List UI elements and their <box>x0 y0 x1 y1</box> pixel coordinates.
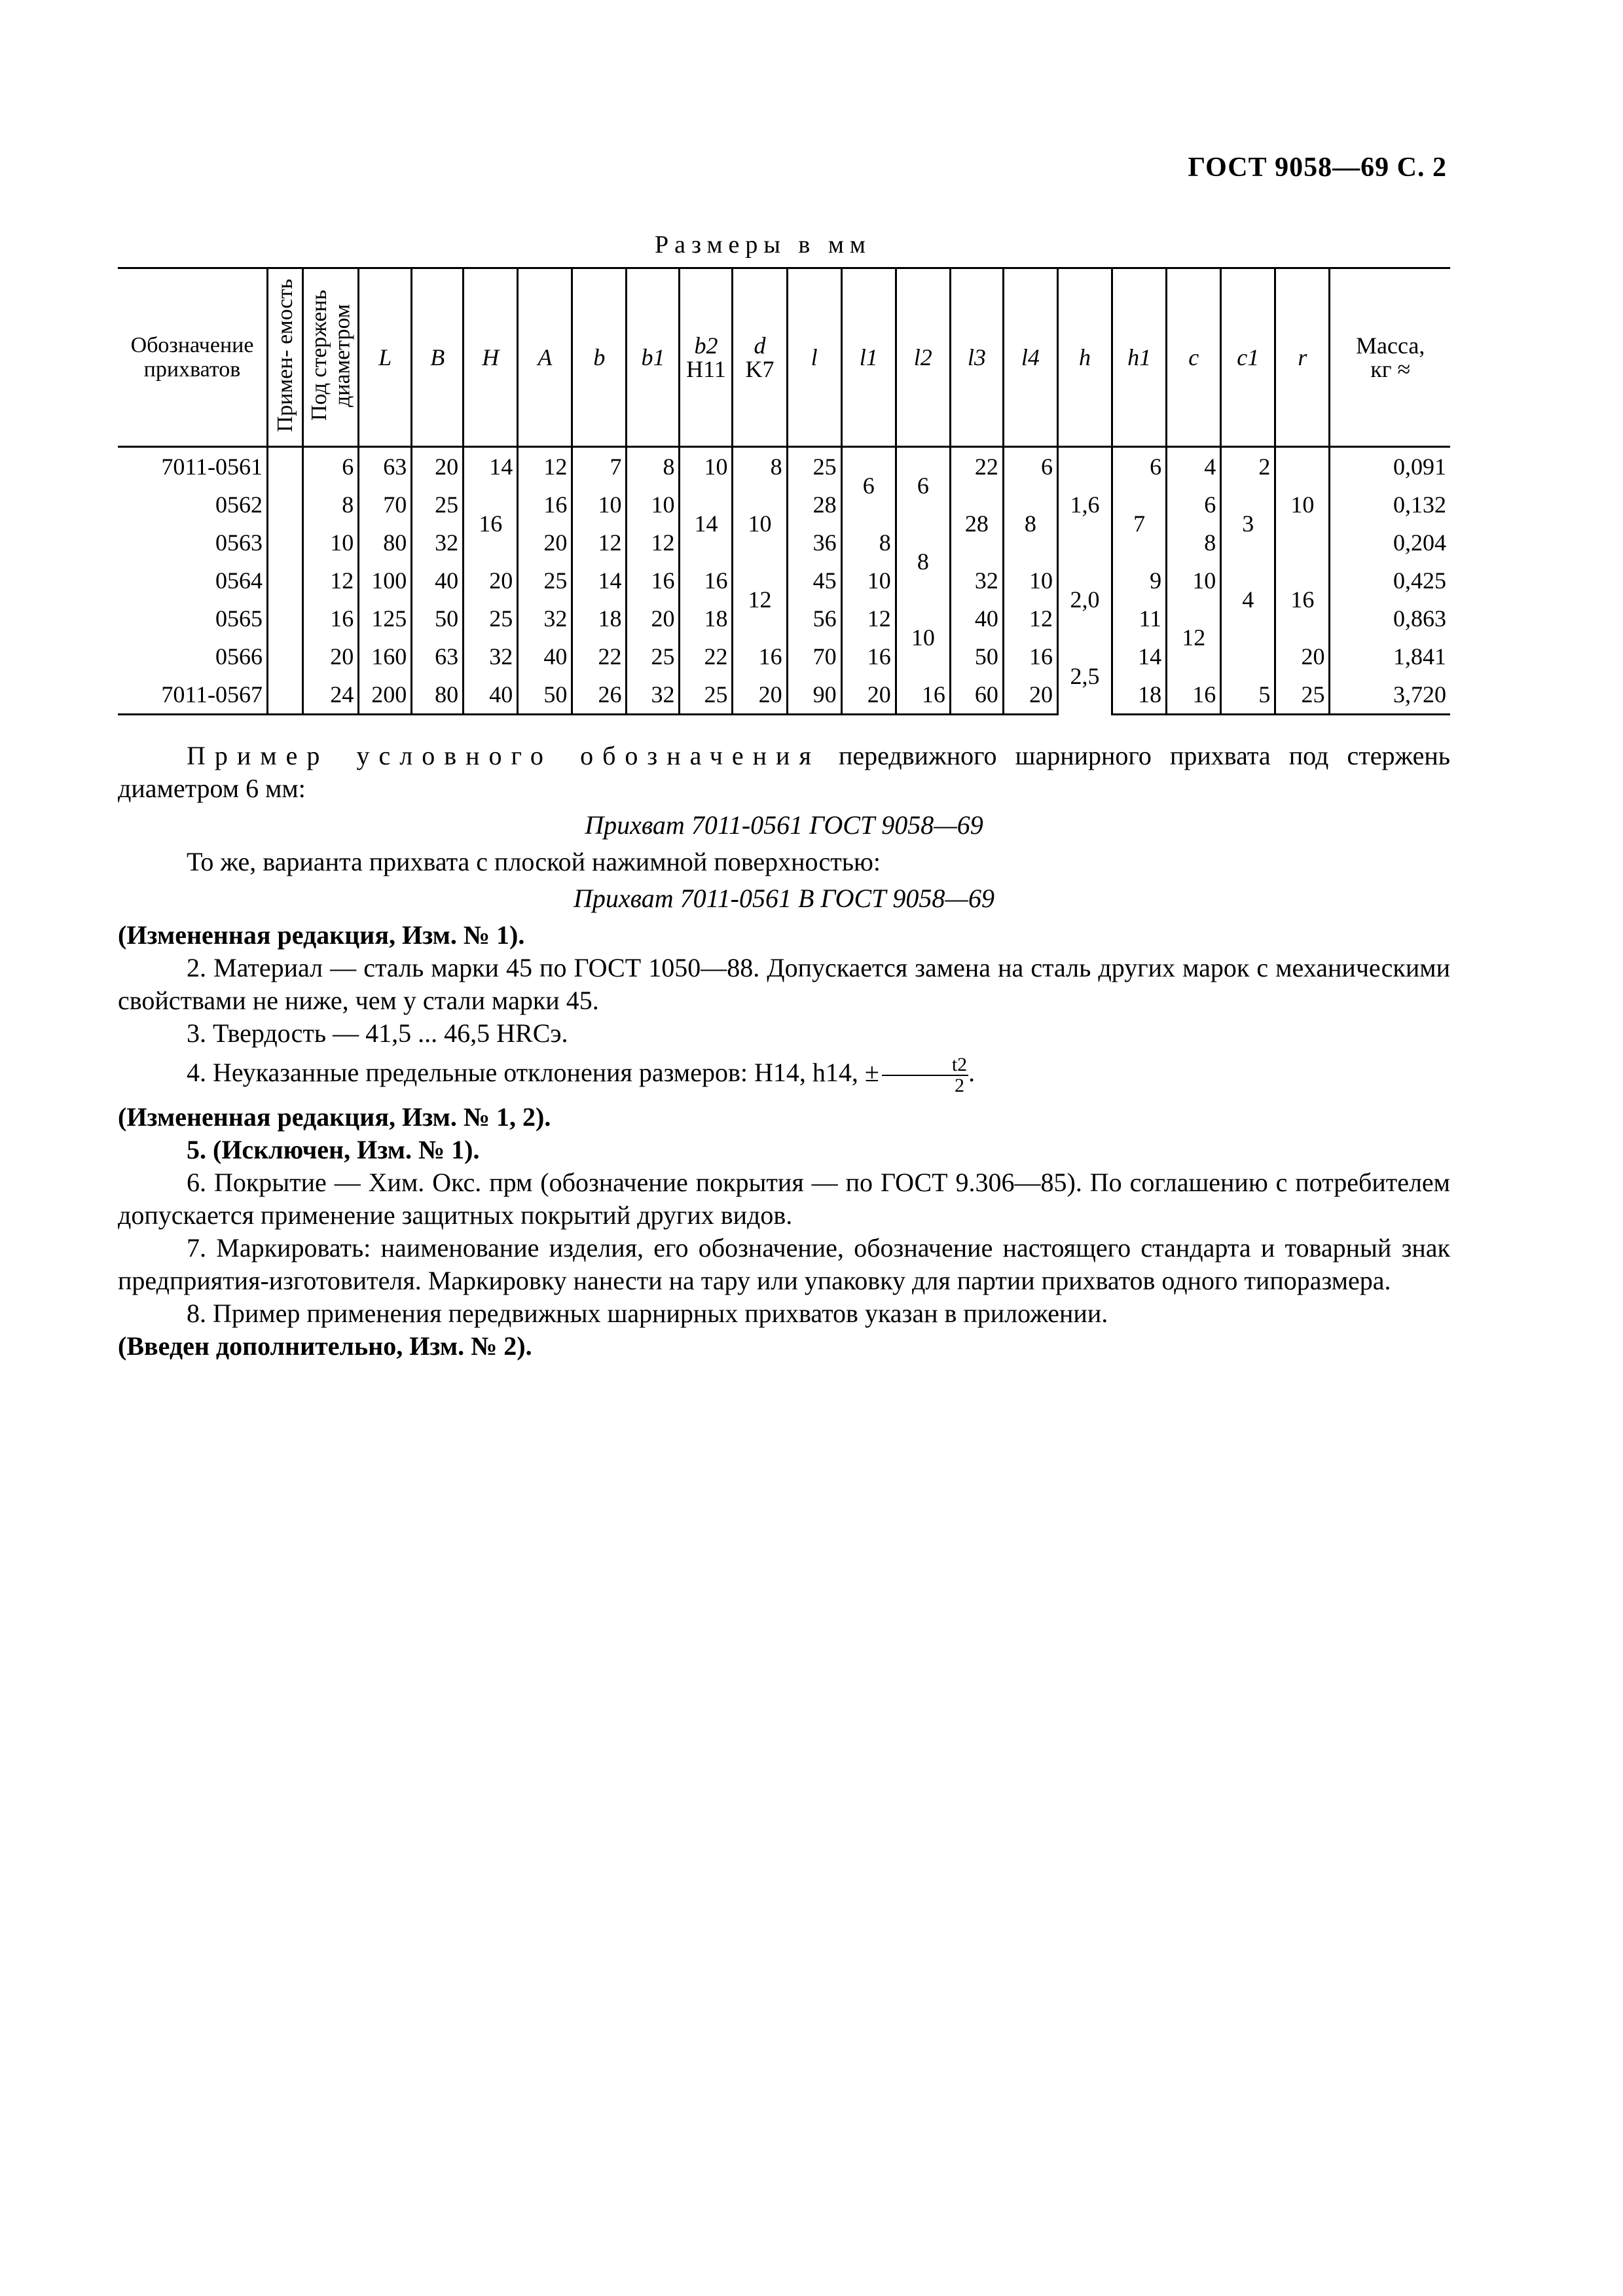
cell: 25 <box>680 675 733 715</box>
cell: 36 <box>787 524 841 562</box>
cell: 20 <box>733 675 787 715</box>
cell <box>268 447 303 486</box>
cell: 80 <box>359 524 412 562</box>
cell-designation: 0564 <box>215 567 263 594</box>
cell: 3 <box>1221 486 1275 562</box>
item-4-text: 4. Неуказанные предельные отклонения размеров: H14, h14, ± <box>187 1058 879 1088</box>
header-L: L <box>359 268 412 447</box>
cell: 10 <box>1167 562 1221 600</box>
cell: 12 <box>518 447 572 486</box>
cell: 70 <box>787 637 841 675</box>
cell: 10 <box>680 447 733 486</box>
cell: 26 <box>572 675 627 715</box>
cell: 0,091 <box>1330 447 1450 486</box>
cell: 25 <box>1275 675 1330 715</box>
header-b2-tolerance: H11 <box>686 356 726 382</box>
cell: 0,132 <box>1330 486 1450 524</box>
cell: 16 <box>464 486 518 562</box>
header-applicability-label: Примен- емость <box>272 278 297 433</box>
fraction-numerator: t2 <box>882 1055 968 1076</box>
fraction-denominator: 2 <box>954 1075 964 1096</box>
cell: 125 <box>359 600 412 637</box>
cell: 16 <box>841 637 896 675</box>
cell: 4 <box>1221 562 1275 637</box>
cell: 63 <box>359 447 412 486</box>
cell: 32 <box>950 562 1003 600</box>
cell: 25 <box>627 637 680 675</box>
cell <box>268 637 303 675</box>
cell: 14 <box>572 562 627 600</box>
header-H: H <box>464 268 518 447</box>
item-4-end: . <box>968 1058 976 1088</box>
header-l2: l2 <box>896 268 950 447</box>
cell-designation: 7011-0567 <box>118 675 268 715</box>
cell: 14 <box>464 447 518 486</box>
cell: 8 <box>303 486 359 524</box>
cell: 25 <box>787 447 841 486</box>
fraction <box>882 1055 968 1096</box>
cell <box>268 562 303 600</box>
cell: 18 <box>1112 675 1167 715</box>
cell: 16 <box>1275 562 1330 637</box>
cell: 22 <box>950 447 1003 486</box>
cell: 32 <box>627 675 680 715</box>
cell: 14 <box>680 486 733 562</box>
cell: 1,6 <box>1057 447 1112 562</box>
cell: 14 <box>1112 637 1167 675</box>
cell: 9 <box>1112 562 1167 600</box>
header-mass <box>1330 268 1450 447</box>
table-row <box>118 675 1450 715</box>
cell: 8 <box>841 524 896 562</box>
cell: 12 <box>303 562 359 600</box>
cell: 80 <box>412 675 464 715</box>
table-header-row <box>118 268 1450 447</box>
cell: 63 <box>412 637 464 675</box>
cell: 20 <box>303 637 359 675</box>
variant-designation: Прихват 7011-0561 В ГОСТ 9058—69 <box>573 884 994 913</box>
item-5: 5. (Исключен, Изм. № 1). <box>187 1135 480 1164</box>
cell: 16 <box>627 562 680 600</box>
cell: 6 <box>1167 486 1221 524</box>
cell-designation: 7011-0561 <box>161 454 263 480</box>
cell: 6 <box>896 447 950 524</box>
header-b2 <box>680 268 733 447</box>
cell: 25 <box>412 486 464 524</box>
dimensions-table <box>118 267 1450 715</box>
item-7: 7. Маркировать: наименование изделия, его обозначение, обозначение настоящего стандарта и товарный знак предприятия-изготовителя. Маркировку нанести на тару или упаковку для партии прихватов одного типоразмера. <box>118 1233 1450 1295</box>
table-caption: Размеры в мм <box>655 231 871 259</box>
cell: 160 <box>359 637 412 675</box>
cell: 16 <box>1003 637 1057 675</box>
cell: 22 <box>680 637 733 675</box>
cell: 16 <box>1167 675 1221 715</box>
cell: 40 <box>412 562 464 600</box>
cell: 6 <box>1003 447 1057 486</box>
item-4 <box>118 1055 1450 1096</box>
cell: 70 <box>359 486 412 524</box>
cell: 2,5 <box>1057 637 1112 715</box>
item-2: 2. Материал — сталь марки 45 по ГОСТ 1050—88. Допускается замена на сталь других марок с механическими свойствами не ниже, чем у стали марки 45. <box>118 953 1450 1015</box>
example-lead: Пример условного обозначения <box>187 741 820 770</box>
cell: 50 <box>518 675 572 715</box>
cell: 10 <box>627 486 680 524</box>
cell: 10 <box>896 600 950 675</box>
cell-designation: 0565 <box>215 605 263 632</box>
header-A: A <box>518 268 572 447</box>
header-h: h <box>1057 268 1112 447</box>
cell <box>268 524 303 562</box>
cell: 5 <box>1221 675 1275 715</box>
item-8: 8. Пример применения передвижных шарнирных прихватов указан в приложении. <box>187 1299 1108 1328</box>
cell: 40 <box>950 600 1003 637</box>
table-row <box>118 486 1450 524</box>
cell: 16 <box>680 562 733 600</box>
cell: 12 <box>1003 600 1057 637</box>
table-row <box>118 637 1450 675</box>
cell: 11 <box>1112 600 1167 637</box>
cell: 8 <box>896 524 950 600</box>
cell: 2,0 <box>1057 562 1112 637</box>
cell: 20 <box>1003 675 1057 715</box>
header-mass-label: Масса, <box>1356 332 1425 359</box>
cell: 20 <box>412 447 464 486</box>
example-paragraph <box>118 740 1450 805</box>
cell: 0,863 <box>1330 600 1450 637</box>
header-l4: l4 <box>1003 268 1057 447</box>
header-l3: l3 <box>950 268 1003 447</box>
cell: 0,425 <box>1330 562 1450 600</box>
cell: 40 <box>464 675 518 715</box>
example-designation: Прихват 7011-0561 ГОСТ 9058—69 <box>585 810 983 840</box>
header-designation: Обозначение прихватов <box>118 268 268 447</box>
header-b2-label: b2 <box>694 332 718 359</box>
cell <box>268 486 303 524</box>
cell: 50 <box>412 600 464 637</box>
header-d-label: d <box>754 332 766 359</box>
cell: 12 <box>1167 600 1221 675</box>
cell: 24 <box>303 675 359 715</box>
cell: 45 <box>787 562 841 600</box>
header-l1: l1 <box>841 268 896 447</box>
header-rod-diameter <box>303 268 359 447</box>
cell: 12 <box>627 524 680 562</box>
cell: 60 <box>950 675 1003 715</box>
cell: 50 <box>950 637 1003 675</box>
cell: 28 <box>787 486 841 524</box>
cell-designation: 0563 <box>215 529 263 556</box>
header-rod-diameter-label: Под стержень диаметром <box>307 289 355 422</box>
revision-note-1: (Измененная редакция, Изм. № 1). <box>118 920 525 950</box>
cell: 2 <box>1221 447 1275 486</box>
header-applicability <box>268 268 303 447</box>
cell: 16 <box>896 675 950 715</box>
cell: 10 <box>572 486 627 524</box>
cell: 18 <box>680 600 733 637</box>
cell: 10 <box>733 486 787 562</box>
cell: 8 <box>627 447 680 486</box>
cell: 0,204 <box>1330 524 1450 562</box>
cell: 200 <box>359 675 412 715</box>
cell: 56 <box>787 600 841 637</box>
cell: 40 <box>518 637 572 675</box>
header-c1: c1 <box>1221 268 1275 447</box>
cell: 6 <box>303 447 359 486</box>
cell: 8 <box>1003 486 1057 562</box>
cell <box>268 675 303 715</box>
header-r: r <box>1275 268 1330 447</box>
header-mass-unit: кг ≈ <box>1370 356 1411 382</box>
header-b1: b1 <box>627 268 680 447</box>
cell <box>268 600 303 637</box>
header-c: c <box>1167 268 1221 447</box>
cell: 7 <box>572 447 627 486</box>
header-l: l <box>787 268 841 447</box>
cell: 32 <box>412 524 464 562</box>
cell: 32 <box>518 600 572 637</box>
cell: 8 <box>1167 524 1221 562</box>
revision-note-1-2: (Измененная редакция, Изм. № 1, 2). <box>118 1102 551 1132</box>
cell: 22 <box>572 637 627 675</box>
cell <box>1221 637 1275 675</box>
cell: 10 <box>1275 447 1330 562</box>
cell: 10 <box>841 562 896 600</box>
cell: 20 <box>627 600 680 637</box>
cell-designation: 0562 <box>215 492 263 518</box>
cell: 4 <box>1167 447 1221 486</box>
cell: 20 <box>1275 637 1330 675</box>
cell: 16 <box>518 486 572 524</box>
header-b: b <box>572 268 627 447</box>
cell: 12 <box>841 600 896 637</box>
cell: 20 <box>464 562 518 600</box>
item-6: 6. Покрытие — Хим. Окс. прм (обозначение покрытия — по ГОСТ 9.306—85). По соглашению с потребителем допускается применение защитных покрытий других видов. <box>118 1168 1450 1230</box>
header-h1: h1 <box>1112 268 1167 447</box>
cell-designation: 0566 <box>215 643 263 670</box>
cell: 12 <box>572 524 627 562</box>
table-row <box>118 562 1450 600</box>
cell: 10 <box>303 524 359 562</box>
cell: 7 <box>1112 486 1167 562</box>
cell: 100 <box>359 562 412 600</box>
cell: 20 <box>518 524 572 562</box>
cell: 90 <box>787 675 841 715</box>
header-B: B <box>412 268 464 447</box>
header-d <box>733 268 787 447</box>
same-variant-text: То же, варианта прихвата с плоской нажимной поверхностью: <box>187 847 881 876</box>
header-d-tolerance: K7 <box>745 356 775 382</box>
cell: 18 <box>572 600 627 637</box>
introduced-note-2: (Введен дополнительно, Изм. № 2). <box>118 1331 532 1361</box>
cell: 20 <box>841 675 896 715</box>
item-3: 3. Твердость — 41,5 ... 46,5 HRCэ. <box>187 1018 568 1048</box>
document-body <box>118 740 1450 1363</box>
cell: 25 <box>518 562 572 600</box>
cell: 28 <box>950 486 1003 562</box>
example-rest: передвижного шарнирного прихвата под стержень диаметром 6 мм: <box>118 741 1450 803</box>
cell: 10 <box>1003 562 1057 600</box>
cell: 6 <box>841 447 896 524</box>
cell: 32 <box>464 637 518 675</box>
cell: 8 <box>733 447 787 486</box>
cell: 3,720 <box>1330 675 1450 715</box>
cell: 16 <box>733 637 787 675</box>
table-row <box>118 447 1450 486</box>
cell: 12 <box>733 562 787 637</box>
cell: 16 <box>303 600 359 637</box>
cell: 1,841 <box>1330 637 1450 675</box>
cell: 25 <box>464 600 518 637</box>
cell: 6 <box>1112 447 1167 486</box>
page-header: ГОСТ 9058—69 С. 2 <box>1188 152 1447 183</box>
